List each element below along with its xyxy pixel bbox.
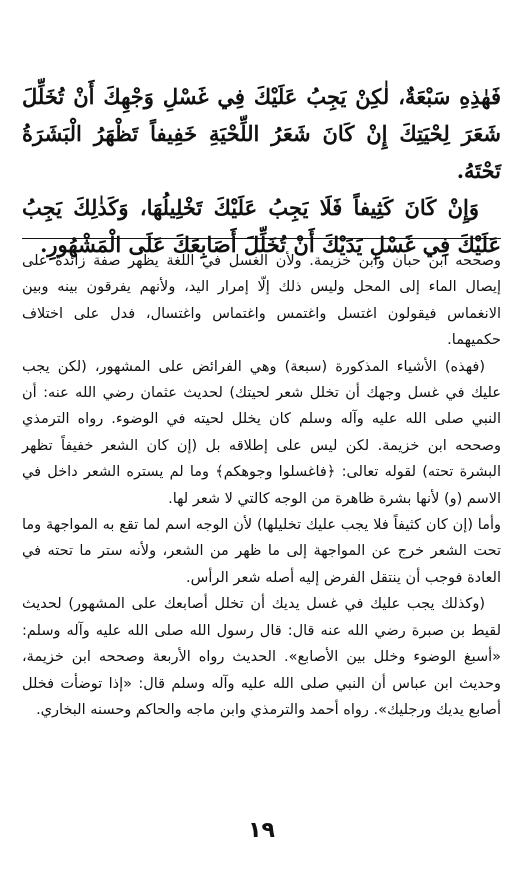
- commentary-paragraph: وصححه ابن حبان وابن خزيمة. ولأن الغسل في اللغة يظهر صفة زائدة على إيصال الماء إلى المحل وليس ذلك إلّا إمرار اليد، ولأنهم يفرقون بينه وبين الانغماس فيقولون اغتسل واغتمس واغتماس واغتسال، فدل على اختلاف حكميهما.: [22, 253, 501, 349]
- commentary-block: [22, 248, 501, 723]
- main-text-block: [22, 78, 501, 263]
- page-number: ١٩: [248, 818, 275, 843]
- section-divider: [22, 238, 501, 239]
- commentary-paragraph: (وكذلك يجب عليك في غسل يديك أن تخلل أصابعك على المشهور) لحديث لقيط بن صبرة رضي الله عنه قال: قال رسول الله صلى الله عليه وآله وسلم: «أسبغ الوضوء وخلل بين الأصابع». الحديث رواه الأربعة وصححه ابن خزيمة، وحديث ابن عباس أن النبي صلى الله عليه وآله وسلم قال: «إذا توضأت فخلل أصابع يديك ورجليك». رواه أحمد والترمذي وابن ماجه والحاكم وحسنه البخاري.: [22, 596, 501, 718]
- commentary-paragraph: وأما (إن كان كثيفاً فلا يجب عليك تخليلها) لأن الوجه اسم لما تقع به المواجهة وما تحت الشعر خرج عن المواجهة إلى ما ظهر من الشعر، ولأنه ستر ما تحته في العادة فوجب أن ينتقل الفرض إليه أصله شعر الرأس.: [22, 517, 501, 586]
- commentary-paragraph: (فهذه) الأشياء المذكورة (سبعة) وهي الفرائض على المشهور، (لكن يجب عليك في غسل وجهك أن تخلل شعر لحيتك) لحديث عثمان رضي الله عنه: أن النبي صلى الله عليه وآله وسلم كان يخلل لحيته في الوضوء. رواه الترمذي وصححه ابن خزيمة. لكن ليس على إطلاقه بل (إن كان الشعر خفيفاً تظهر البشرة تحته) لقوله تعالى: ﴿فاغسلوا وجوهكم﴾ وما لم يستره الشعر داخل في الاسم (و) لأنها بشرة ظاهرة من الوجه كالتي لا شعر لها.: [22, 358, 501, 507]
- main-paragraph: وَإِنْ كَانَ كَثِيفاً فَلَا يَجِبُ عَلَيْكَ تَخْلِيلُهَا، وَكَذٰلِكَ يَجِبُ عَلَيْكَ فِي غَسْلِ يَدَيْكَ أَنْ تُخَلِّلَ أَصَابِعَكَ عَلَى الْمَشْهُورِ.: [22, 195, 501, 257]
- main-paragraph: فَهٰذِهِ سَبْعَةٌ، لٰكِنْ يَجِبُ عَلَيْكَ فِي غَسْلِ وَجْهِكَ أَنْ تُخَلِّلَ شَعَرَ لِحْيَتِكَ إِنْ كَانَ شَعَرُ اللِّحْيَةِ خَفِيفاً تَظْهَرُ الْبَشَرَةُ تَحْتَهُ.: [22, 84, 501, 183]
